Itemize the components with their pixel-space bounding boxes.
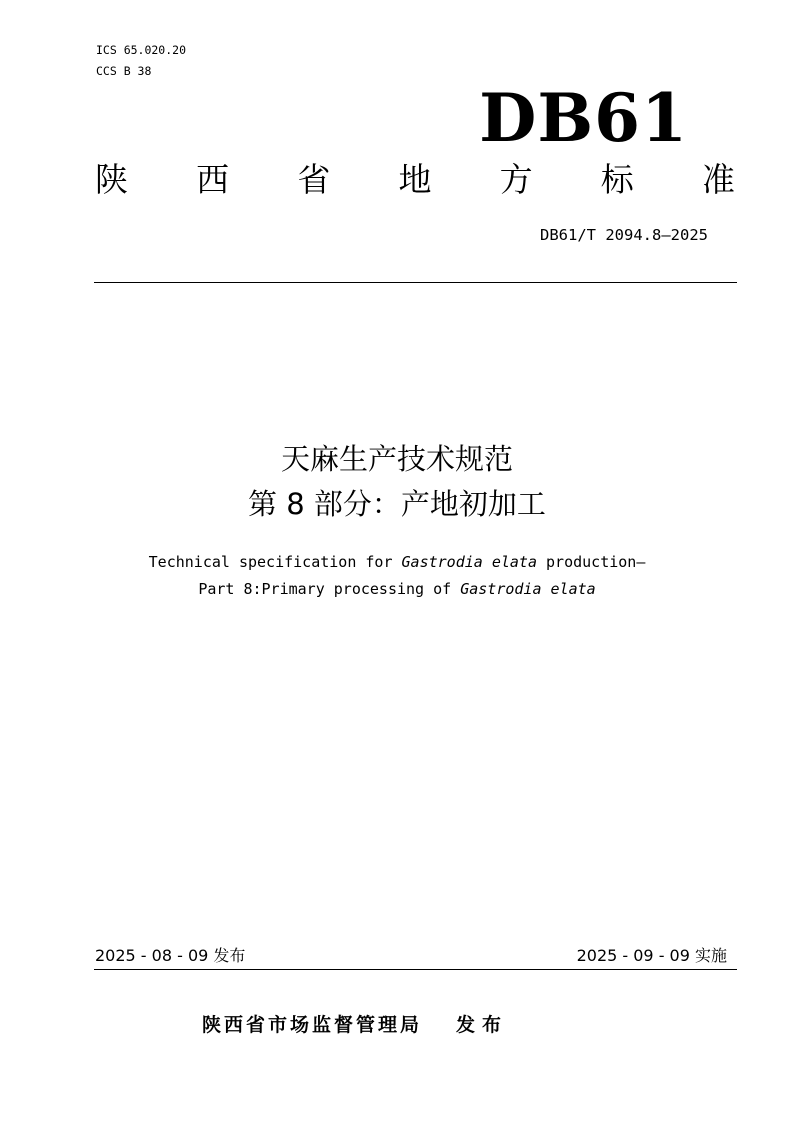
standard-kind-char: 准 [701,160,735,199]
title-en-line1-prefix: Technical specification for [148,553,402,571]
standard-kind [95,158,735,202]
title-en-line2-prefix: Part 8:Primary processing of [198,580,461,598]
issuer-organization: 陕西省市场监督管理局 [202,1014,423,1036]
issuer-action: 发布 [456,1014,509,1036]
standard-kind-char: 省 [297,160,331,199]
standard-kind-char: 标 [600,160,634,199]
title-en-line2 [0,576,794,603]
standard-number: DB61/T 2094.8—2025 [540,226,708,244]
standard-kind-char: 方 [499,160,533,199]
ccs-code: CCS B 38 [96,64,152,78]
title-en-line1 [0,549,794,576]
classification-codes [96,40,186,82]
title-cn-line1: 天麻生产技术规范 [280,442,513,476]
title-en-line1-species: Gastrodia elata [401,553,537,571]
title-en-line2-species: Gastrodia elata [460,580,596,598]
effective-date: 2025 - 09 - 09 实施 [576,946,727,965]
top-divider [94,282,737,283]
publish-date: 2025 - 08 - 09 发布 [95,946,246,965]
ics-code: ICS 65.020.20 [96,43,187,57]
standard-kind-char: 西 [196,160,230,199]
standard-kind-char: 地 [398,160,432,199]
bottom-divider [94,969,737,970]
title-en-line1-suffix: production— [536,553,646,571]
db-logo: DB61 [479,79,688,157]
title-cn-line2: 第 8 部分：产地初加工 [248,487,546,521]
issuer [202,1010,508,1037]
standard-kind-char: 陕 [95,160,128,199]
